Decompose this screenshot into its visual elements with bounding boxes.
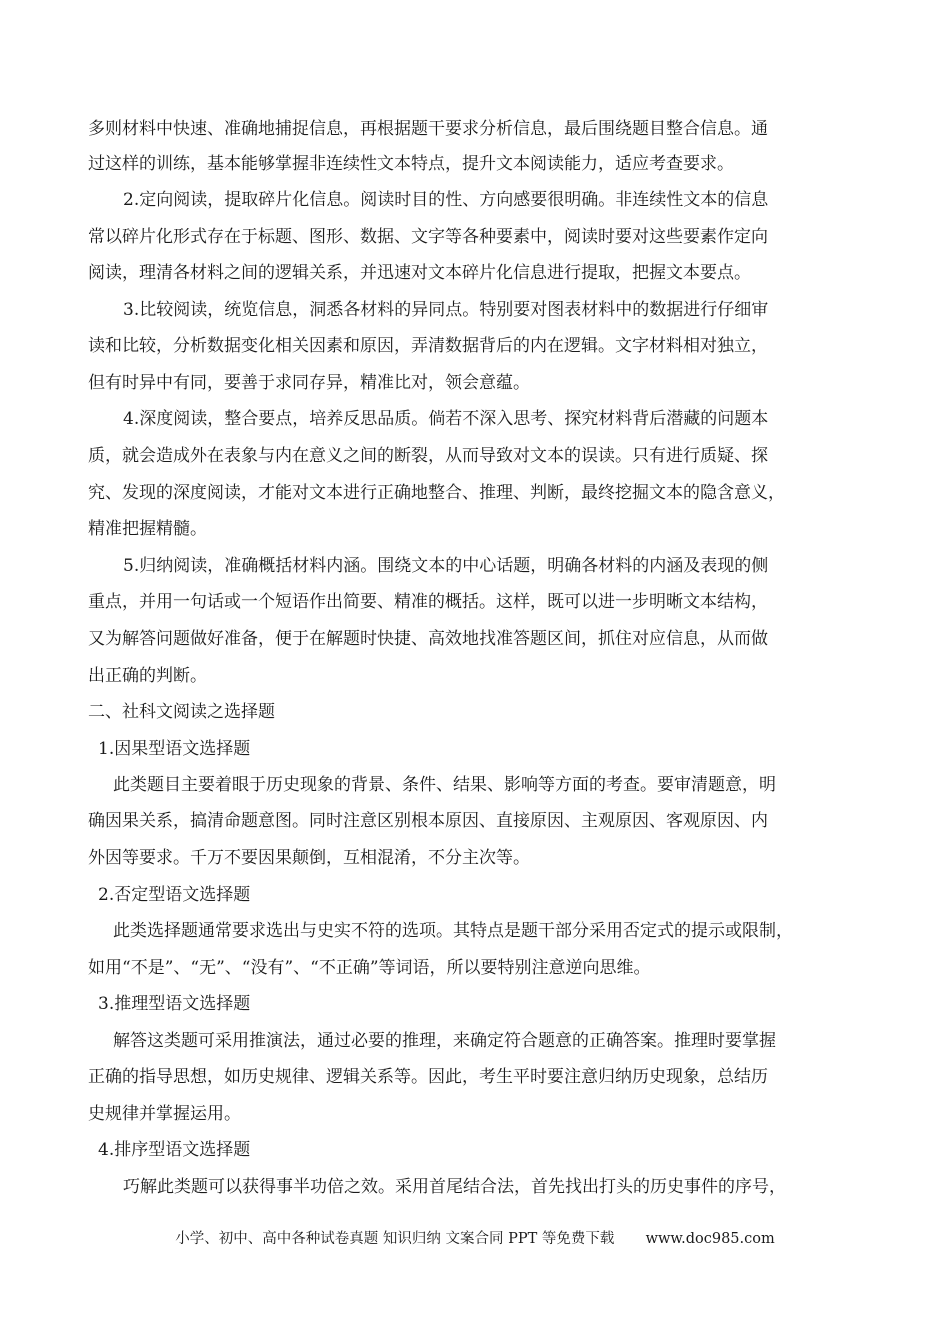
text-line: 解答这类题可采用推演法，通过必要的推理，来确定符合题意的正确答案。推理时要掌握 [113, 1031, 776, 1051]
subsection-heading: 2.否定型语文选择题 [98, 885, 251, 905]
text-line: 此类选择题通常要求选出与史实不符的选项。其特点是题干部分采用否定式的提示或限制， [113, 921, 793, 941]
text-line: 常以碎片化形式存在于标题、图形、数据、文字等各种要素中，阅读时要对这些要素作定向 [88, 227, 768, 247]
subsection-heading: 1.因果型语文选择题 [98, 739, 251, 759]
text-line: 2.定向阅读，提取碎片化信息。阅读时目的性、方向感要很明确。非连续性文本的信息 [123, 190, 769, 210]
text-line: 出正确的判断。 [88, 666, 207, 686]
text-line: 多则材料中快速、准确地捕捉信息，再根据题干要求分析信息，最后围绕题目整合信息。通 [88, 119, 768, 139]
text-line: 究、发现的深度阅读，才能对文本进行正确地整合、推理、判断，最终挖掘文本的隐含意义， [88, 483, 785, 503]
text-line: 如用“不是”、“无”、“没有”、“不正确”等词语，所以要特别注意逆向思维。 [88, 958, 651, 978]
text-line: 过这样的训练，基本能够掌握非连续性文本特点，提升文本阅读能力，适应考查要求。 [88, 154, 734, 174]
text-line: 巧解此类题可以获得事半功倍之效。采用首尾结合法，首先找出打头的历史事件的序号， [123, 1177, 786, 1197]
text-line: 质，就会造成外在表象与内在意义之间的断裂，从而导致对文本的误读。只有进行质疑、探 [88, 446, 768, 466]
text-line: 但有时异中有同，要善于求同存异，精准比对，领会意蕴。 [88, 373, 530, 393]
text-line: 史规律并掌握运用。 [88, 1104, 241, 1124]
text-line: 精准把握精髓。 [88, 519, 207, 539]
text-line: 又为解答问题做好准备，便于在解题时快捷、高效地找准答题区间，抓住对应信息，从而做 [88, 629, 768, 649]
footer-text: 小学、初中、高中各种试卷真题 知识归纳 文案合同 PPT 等免费下载 [175, 1231, 615, 1247]
text-line: 重点，并用一句话或一个短语作出简要、精准的概括。这样，既可以进一步明晰文本结构， [88, 592, 768, 612]
subsection-heading: 3.推理型语文选择题 [98, 994, 251, 1014]
section-heading: 二、社科文阅读之选择题 [88, 702, 275, 722]
subsection-heading: 4.排序型语文选择题 [98, 1140, 251, 1160]
text-line: 此类题目主要着眼于历史现象的背景、条件、结果、影响等方面的考查。要审清题意，明 [113, 775, 776, 795]
text-line: 3.比较阅读，统览信息，洞悉各材料的异同点。特别要对图表材料中的数据进行仔细审 [123, 300, 769, 320]
text-line: 确因果关系，搞清命题意图。同时注意区别根本原因、直接原因、主观原因、客观原因、内 [88, 811, 768, 831]
text-line: 4.深度阅读，整合要点，培养反思品质。倘若不深入思考、探究材料背后潜藏的问题本 [123, 409, 769, 429]
text-line: 阅读，理清各材料之间的逻辑关系，并迅速对文本碎片化信息进行提取，把握文本要点。 [88, 263, 751, 283]
text-line: 读和比较，分析数据变化相关因素和原因，弄清数据背后的内在逻辑。文字材料相对独立， [88, 336, 768, 356]
text-line: 外因等要求。千万不要因果颠倒，互相混淆，不分主次等。 [88, 848, 530, 868]
footer-url[interactable]: www.doc985.com [645, 1231, 775, 1247]
text-line: 正确的指导思想，如历史规律、逻辑关系等。因此，考生平时要注意归纳历史现象，总结历 [88, 1067, 768, 1087]
text-line: 5.归纳阅读，准确概括材料内涵。围绕文本的中心话题，明确各材料的内涵及表现的侧 [123, 556, 769, 576]
page-footer [0, 1229, 950, 1249]
